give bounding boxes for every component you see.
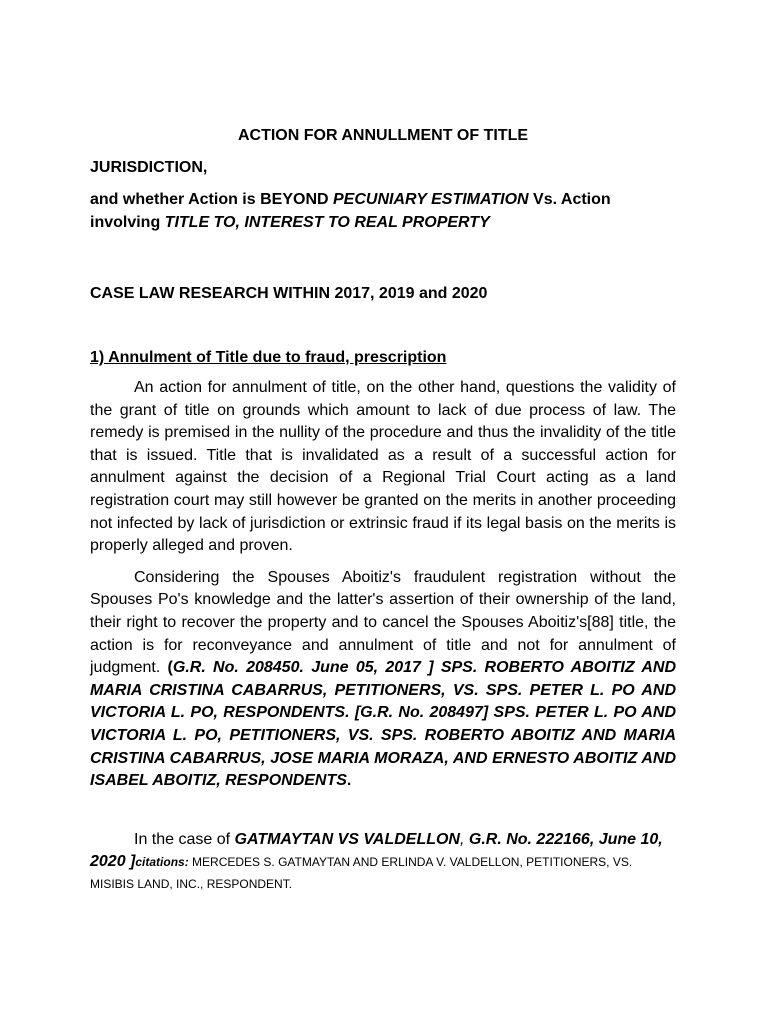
case-name: GATMAYTAN VS VALDELLON xyxy=(234,830,460,848)
action-heading xyxy=(90,188,676,234)
document-body xyxy=(90,124,676,895)
jurisdiction-heading: JURISDICTION, xyxy=(90,159,208,176)
citations-text: MERCEDES S. GATMAYTAN AND ERLINDA V. VALDELLON, PETITIONERS, VS. MISIBIS LAND, INC., RESPONDENT. xyxy=(90,854,633,891)
paragraph-3 xyxy=(90,829,676,895)
case-research-heading: CASE LAW RESEARCH WITHIN 2017, 2019 and 2020 xyxy=(90,285,488,302)
action-text-4: TITLE TO, INTEREST TO REAL PROPERTY xyxy=(164,214,490,231)
paragraph-2-citation: G.R. No. 208450. June 05, 2017 ] SPS. ROBERTO ABOITIZ AND MARIA CRISTINA CABARRUS, PETITIONERS, VS. SPS. PETER L. PO AND VICTORIA L. PO, RESPONDENTS. [G.R. No. 208497] SPS. PETER L. PO AND VICTORIA L. PO, PETITIONERS, VS. SPS. ROBERTO ABOITIZ AND MARIA CRISTINA CABARRUS, JOSE MARIA MORAZA, AND ERNESTO ABOITIZ AND ISABEL ABOITIZ, RESPONDENTS xyxy=(90,659,676,790)
action-text-2: PECUNIARY ESTIMATION xyxy=(333,191,529,208)
action-text-1: and whether Action is BEYOND xyxy=(90,191,333,208)
paragraph-2-end: . xyxy=(346,772,352,790)
paragraph-3-comma: , xyxy=(459,830,469,848)
paragraph-1: An action for annulment of title, on the other hand, questions the validity of the grant of title on grounds which amount to lack of due process of law. The remedy is premised in the nullity of the procedure and thus the invalidity of the title that is issued. Title that is invalidated as a result of a successful action for annulment against the decision of a Regional Trial Court acting as a land registration court may still however be granted on the merits in another proceeding not infected by lack of jurisdiction or extrinsic fraud if its legal basis on the merits is properly alleged and proven. xyxy=(90,379,676,555)
case-gr-number: G.R. No. 222166, June 10, 2020 ] xyxy=(90,830,663,870)
action-text-3: Vs. Action involving xyxy=(90,191,611,231)
paragraph-3-intro: In the case of xyxy=(134,830,235,848)
paragraph-2-text: Considering the Spouses Aboitiz's fraudulent registration without the Spouses Po's knowledge and the latter's assertion of their ownership of the land, their right to recover the property and to cancel the Spouses Aboitiz's[88] title, the action is for reconveyance and annulment of title and not for annulment of judgment. xyxy=(90,568,676,677)
section-1-heading: 1) Annulment of Title due to fraud, prescription xyxy=(90,349,447,366)
paragraph-2-open-paren: ( xyxy=(167,659,173,677)
citations-label: citations: xyxy=(135,854,189,869)
paragraph-2 xyxy=(90,567,676,793)
document-title: ACTION FOR ANNULLMENT OF TITLE xyxy=(237,127,529,144)
